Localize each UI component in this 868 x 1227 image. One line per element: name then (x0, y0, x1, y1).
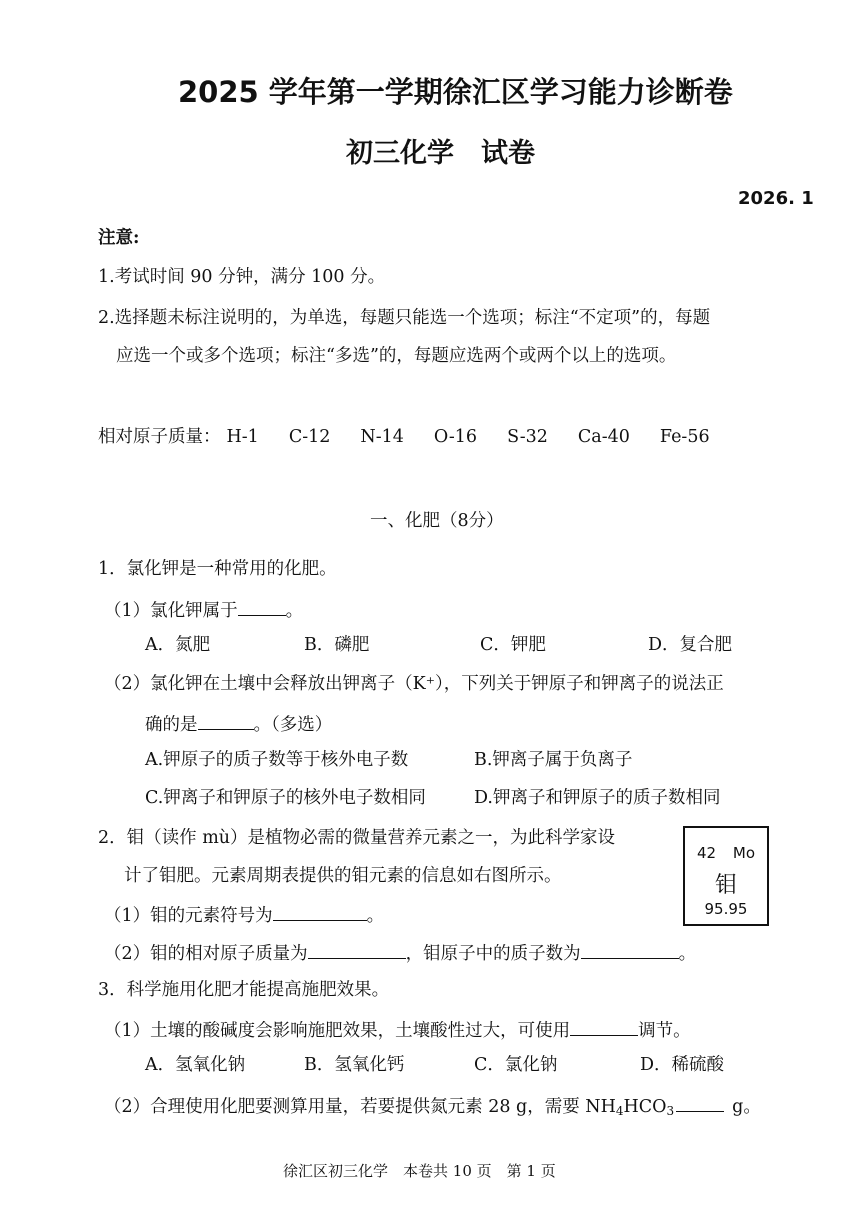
q1-stem: 1．氯化钾是一种常用的化肥。 (98, 559, 337, 579)
atomic-masses (98, 426, 740, 448)
q1-part2-prefix: 确的是 (145, 715, 198, 735)
q3-p1-option-b: B．氢氧化钙 (304, 1055, 405, 1075)
q2-part1 (104, 902, 384, 927)
periodic-table-cell (683, 826, 769, 926)
q1-part2-line2 (145, 711, 332, 736)
q1-p1-option-a: A．氮肥 (145, 635, 211, 655)
q2-part1-prefix: （1）钼的元素符号为 (104, 906, 273, 926)
notes-label: 注意: (98, 228, 140, 248)
atomic-mass-n: N-14 (360, 427, 404, 447)
q1-p1-option-b: B．磷肥 (304, 635, 370, 655)
q3-part2-prefix: （2）合理使用化肥要测算用量，若要提供氮元素 28 g，需要 NH (104, 1097, 616, 1117)
q3-part1-prefix: （1）土壤的酸碱度会影响施肥效果，土壤酸性过大，可使用 (104, 1021, 571, 1041)
q3-part1-suffix: 调节。 (638, 1021, 691, 1041)
answer-blank[interactable] (581, 940, 679, 959)
q1-part1-suffix: 。 (285, 601, 304, 621)
q3-p1-option-c: C．氯化钠 (474, 1055, 558, 1075)
q2-stem-line2: 计了钼肥。元素周期表提供的钼元素的信息如右图所示。 (124, 866, 562, 886)
q1-part1-prefix: （1）氯化钾属于 (104, 601, 238, 621)
answer-blank[interactable] (570, 1017, 638, 1036)
q3-part2-mid: HCO (623, 1097, 667, 1117)
q1-p1-option-c: C．钾肥 (480, 635, 546, 655)
q3-part1 (104, 1017, 691, 1042)
q2-part2-prefix: （2）钼的相对原子质量为 (104, 944, 308, 964)
answer-blank[interactable] (238, 597, 286, 616)
note-item-2-line2: 应选一个或多个选项；标注“多选”的，每题应选两个或两个以上的选项。 (116, 346, 677, 366)
q1-p2-option-c: C.钾离子和钾原子的核外电子数相同 (145, 788, 426, 808)
q2-stem-line1: 2．钼（读作 mù）是植物必需的微量营养元素之一，为此科学家设 (98, 828, 616, 848)
q1-p2-option-a: A.钾原子的质子数等于核外电子数 (145, 750, 409, 770)
atomic-mass-ca: Ca-40 (577, 427, 630, 447)
note-item-1: 1.考试时间 90 分钟，满分 100 分。 (98, 267, 386, 287)
exam-subtitle: 初三化学 试卷 (346, 138, 535, 169)
q3-part2 (104, 1093, 761, 1122)
answer-blank[interactable] (198, 711, 254, 730)
atomic-mass-s: S-32 (507, 427, 548, 447)
answer-blank[interactable] (676, 1093, 724, 1112)
q2-part2 (104, 940, 696, 965)
element-mass: 95.95 (704, 900, 748, 918)
page-footer: 徐汇区初三化学 本卷共 10 页 第 1 页 (283, 1162, 556, 1180)
section-title: 一、化肥（8分） (370, 511, 504, 531)
element-symbol: Mo (732, 844, 755, 862)
q3-part2-sub1: 4 (615, 1104, 624, 1118)
atomic-mass-h: H-1 (226, 427, 259, 447)
exam-date: 2026. 1 (738, 188, 814, 209)
q3-stem: 3．科学施用化肥才能提高施肥效果。 (98, 980, 390, 1000)
q2-part2-middle: ，钼原子中的质子数为 (405, 944, 581, 964)
atomic-mass-o: O-16 (433, 427, 478, 447)
atomic-mass-fe: Fe-56 (659, 427, 710, 447)
note-item-2-line1: 2.选择题未标注说明的，为单选，每题只能选一个选项；标注“不定项”的，每题 (98, 308, 711, 328)
atomic-masses-label: 相对原子质量： (98, 427, 221, 447)
q3-p1-option-a: A．氢氧化钠 (145, 1055, 246, 1075)
q2-part1-suffix: 。 (366, 906, 385, 926)
atomic-mass-c: C-12 (288, 427, 331, 447)
answer-blank[interactable] (273, 902, 367, 921)
q1-p2-option-d: D.钾离子和钾原子的质子数相同 (474, 788, 721, 808)
q3-part2-sub2: 3 (666, 1104, 675, 1118)
element-name: 钼 (714, 873, 737, 898)
q1-p2-option-b: B.钾离子属于负离子 (474, 750, 633, 770)
q1-part2-line1: （2）氯化钾在土壤中会释放出钾离子（K⁺），下列关于钾原子和钾离子的说法正 (104, 674, 724, 694)
element-number: 42 (697, 844, 717, 862)
q1-part1 (104, 597, 303, 622)
q3-part2-suffix: g。 (732, 1097, 761, 1117)
answer-blank[interactable] (308, 940, 406, 959)
exam-title: 2025 学年第一学期徐汇区学习能力诊断卷 (178, 75, 733, 109)
q3-p1-option-d: D．稀硫酸 (640, 1055, 725, 1075)
q1-p1-option-d: D．复合肥 (648, 635, 733, 655)
q2-part2-suffix: 。 (678, 944, 697, 964)
q1-part2-suffix: 。（多选） (253, 715, 333, 735)
